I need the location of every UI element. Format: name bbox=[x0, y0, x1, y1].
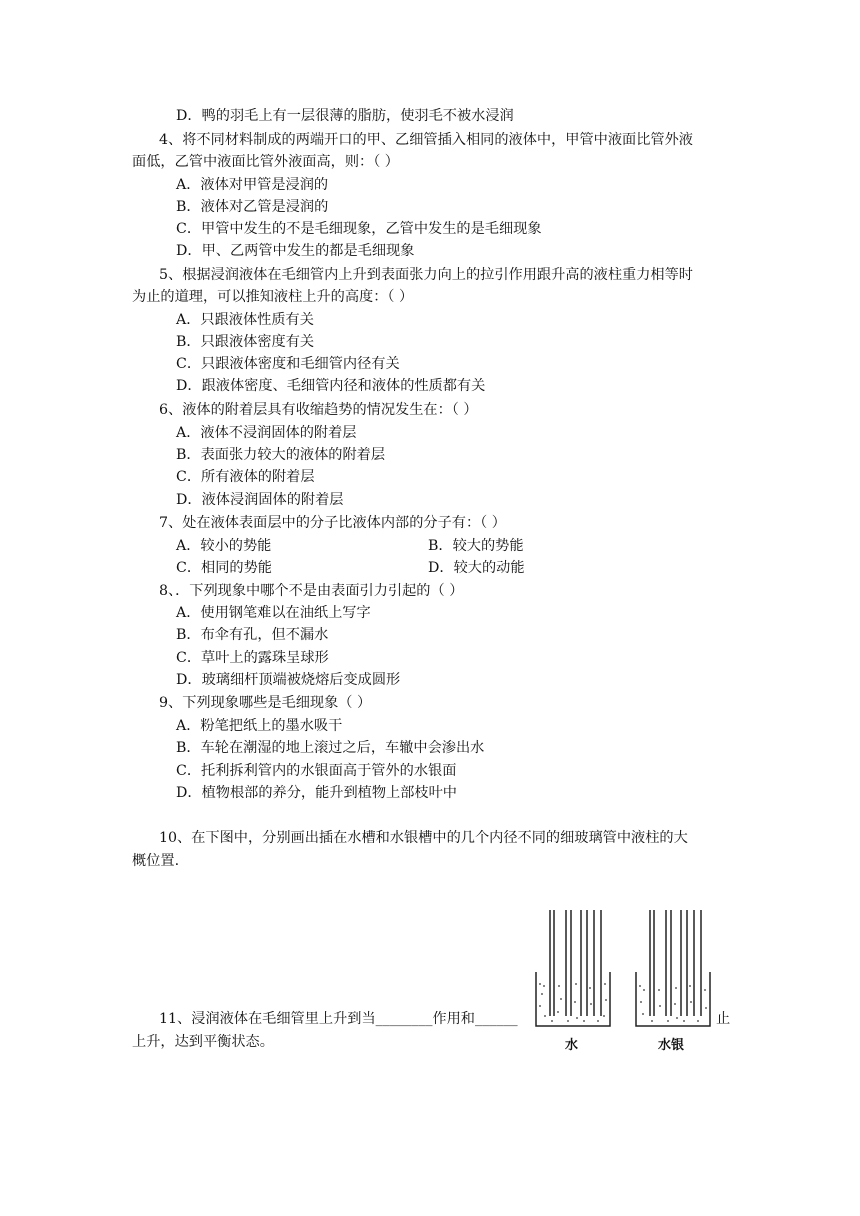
q9-option-a: A．粉笔把纸上的墨水吸干 bbox=[176, 718, 343, 734]
q6-option-a: A．液体不浸润固体的附着层 bbox=[176, 425, 357, 441]
capillary-tubes-figure bbox=[528, 904, 731, 1054]
q4-option-d: D．甲、乙两管中发生的都是毛细现象 bbox=[176, 243, 415, 259]
q7-option-c: C．相同的势能 bbox=[176, 560, 272, 576]
water-label: 水 bbox=[565, 1038, 579, 1053]
q6-option-c: C．所有液体的附着层 bbox=[176, 469, 315, 485]
mercury-trough bbox=[636, 972, 710, 1026]
q8-stem: 8、．下列现象中哪个不是由表面引力引起的（ ） bbox=[159, 583, 464, 599]
q4-option-c: C．甲管中发生的不是毛细现象，乙管中发生的是毛细现象 bbox=[176, 221, 542, 237]
q6-stem: 6、液体的附着层具有收缩趋势的情况发生在：（ ） bbox=[159, 402, 478, 418]
q10-line2: 概位置. bbox=[132, 853, 180, 869]
q8-option-a: A．使用钢笔难以在油纸上写字 bbox=[176, 605, 371, 621]
q3-option-d: D．鸭的羽毛上有一层很薄的脂肪，使羽毛不被水浸润 bbox=[176, 108, 514, 124]
q9-option-c: C．托利拆利管内的水银面高于管外的水银面 bbox=[176, 763, 457, 779]
q4-option-a: A．液体对甲管是浸润的 bbox=[176, 177, 329, 193]
q8-option-c: C．草叶上的露珠呈球形 bbox=[176, 650, 329, 666]
q8-option-d: D．玻璃细杆顶端被烧熔后变成圆形 bbox=[176, 672, 401, 688]
water-trough bbox=[536, 972, 610, 1026]
q10-line1: 10、在下图中，分别画出插在水槽和水银槽中的几个内径不同的细玻璃管中液柱的大 bbox=[159, 830, 688, 846]
q5-stem-line2: 为止的道理，可以推知液柱上升的高度：（ ） bbox=[132, 289, 414, 305]
q5-option-c: C．只跟液体密度和毛细管内径有关 bbox=[176, 356, 400, 372]
q4-option-b: B．液体对乙管是浸润的 bbox=[176, 199, 329, 215]
q5-stem-line1: 5、根据浸润液体在毛细管内上升到表面张力向上的拉引作用跟升高的液柱重力相等时 bbox=[159, 267, 693, 283]
q4-stem-line2: 面低，乙管中液面比管外液面高，则：（ ） bbox=[132, 154, 399, 170]
q5-option-a: A．只跟液体性质有关 bbox=[176, 312, 314, 328]
q9-stem: 9、下列现象哪些是毛细现象（ ） bbox=[159, 695, 372, 711]
q7-option-a: A．较小的势能 bbox=[176, 538, 272, 554]
water-trough-diagram bbox=[536, 910, 610, 1026]
q7-stem: 7、处在液体表面层中的分子比液体内部的分子有：（ ） bbox=[159, 515, 506, 531]
q7-option-d: D．较大的动能 bbox=[428, 560, 525, 576]
q8-option-b: B．布伞有孔，但不漏水 bbox=[176, 627, 329, 643]
q9-option-d: D．植物根部的养分，能升到植物上部枝叶中 bbox=[176, 785, 457, 801]
mercury-trough-diagram bbox=[636, 910, 710, 1026]
q9-option-b: B．车轮在潮湿的地上滚过之后，车辙中会渗出水 bbox=[176, 740, 485, 756]
q11-line2: 上升，达到平衡状态。 bbox=[132, 1034, 274, 1050]
mercury-label: 水银 bbox=[658, 1038, 685, 1053]
q11-line1-end: 止 bbox=[716, 1011, 731, 1027]
q4-stem-line1: 4、将不同材料制成的两端开口的甲、乙细管插入相同的液体中，甲管中液面比管外液 bbox=[159, 132, 693, 148]
q7-option-b: B．较大的势能 bbox=[428, 538, 524, 554]
q11-line1: 11、浸润液体在毛细管里上升到当________作用和______ bbox=[159, 1011, 518, 1027]
q6-option-b: B．表面张力较大的液体的附着层 bbox=[176, 447, 386, 463]
q5-option-b: B．只跟液体密度有关 bbox=[176, 334, 315, 350]
q5-option-d: D．跟液体密度、毛细管内径和液体的性质都有关 bbox=[176, 378, 486, 394]
q6-option-d: D．液体浸润固体的附着层 bbox=[176, 492, 344, 508]
